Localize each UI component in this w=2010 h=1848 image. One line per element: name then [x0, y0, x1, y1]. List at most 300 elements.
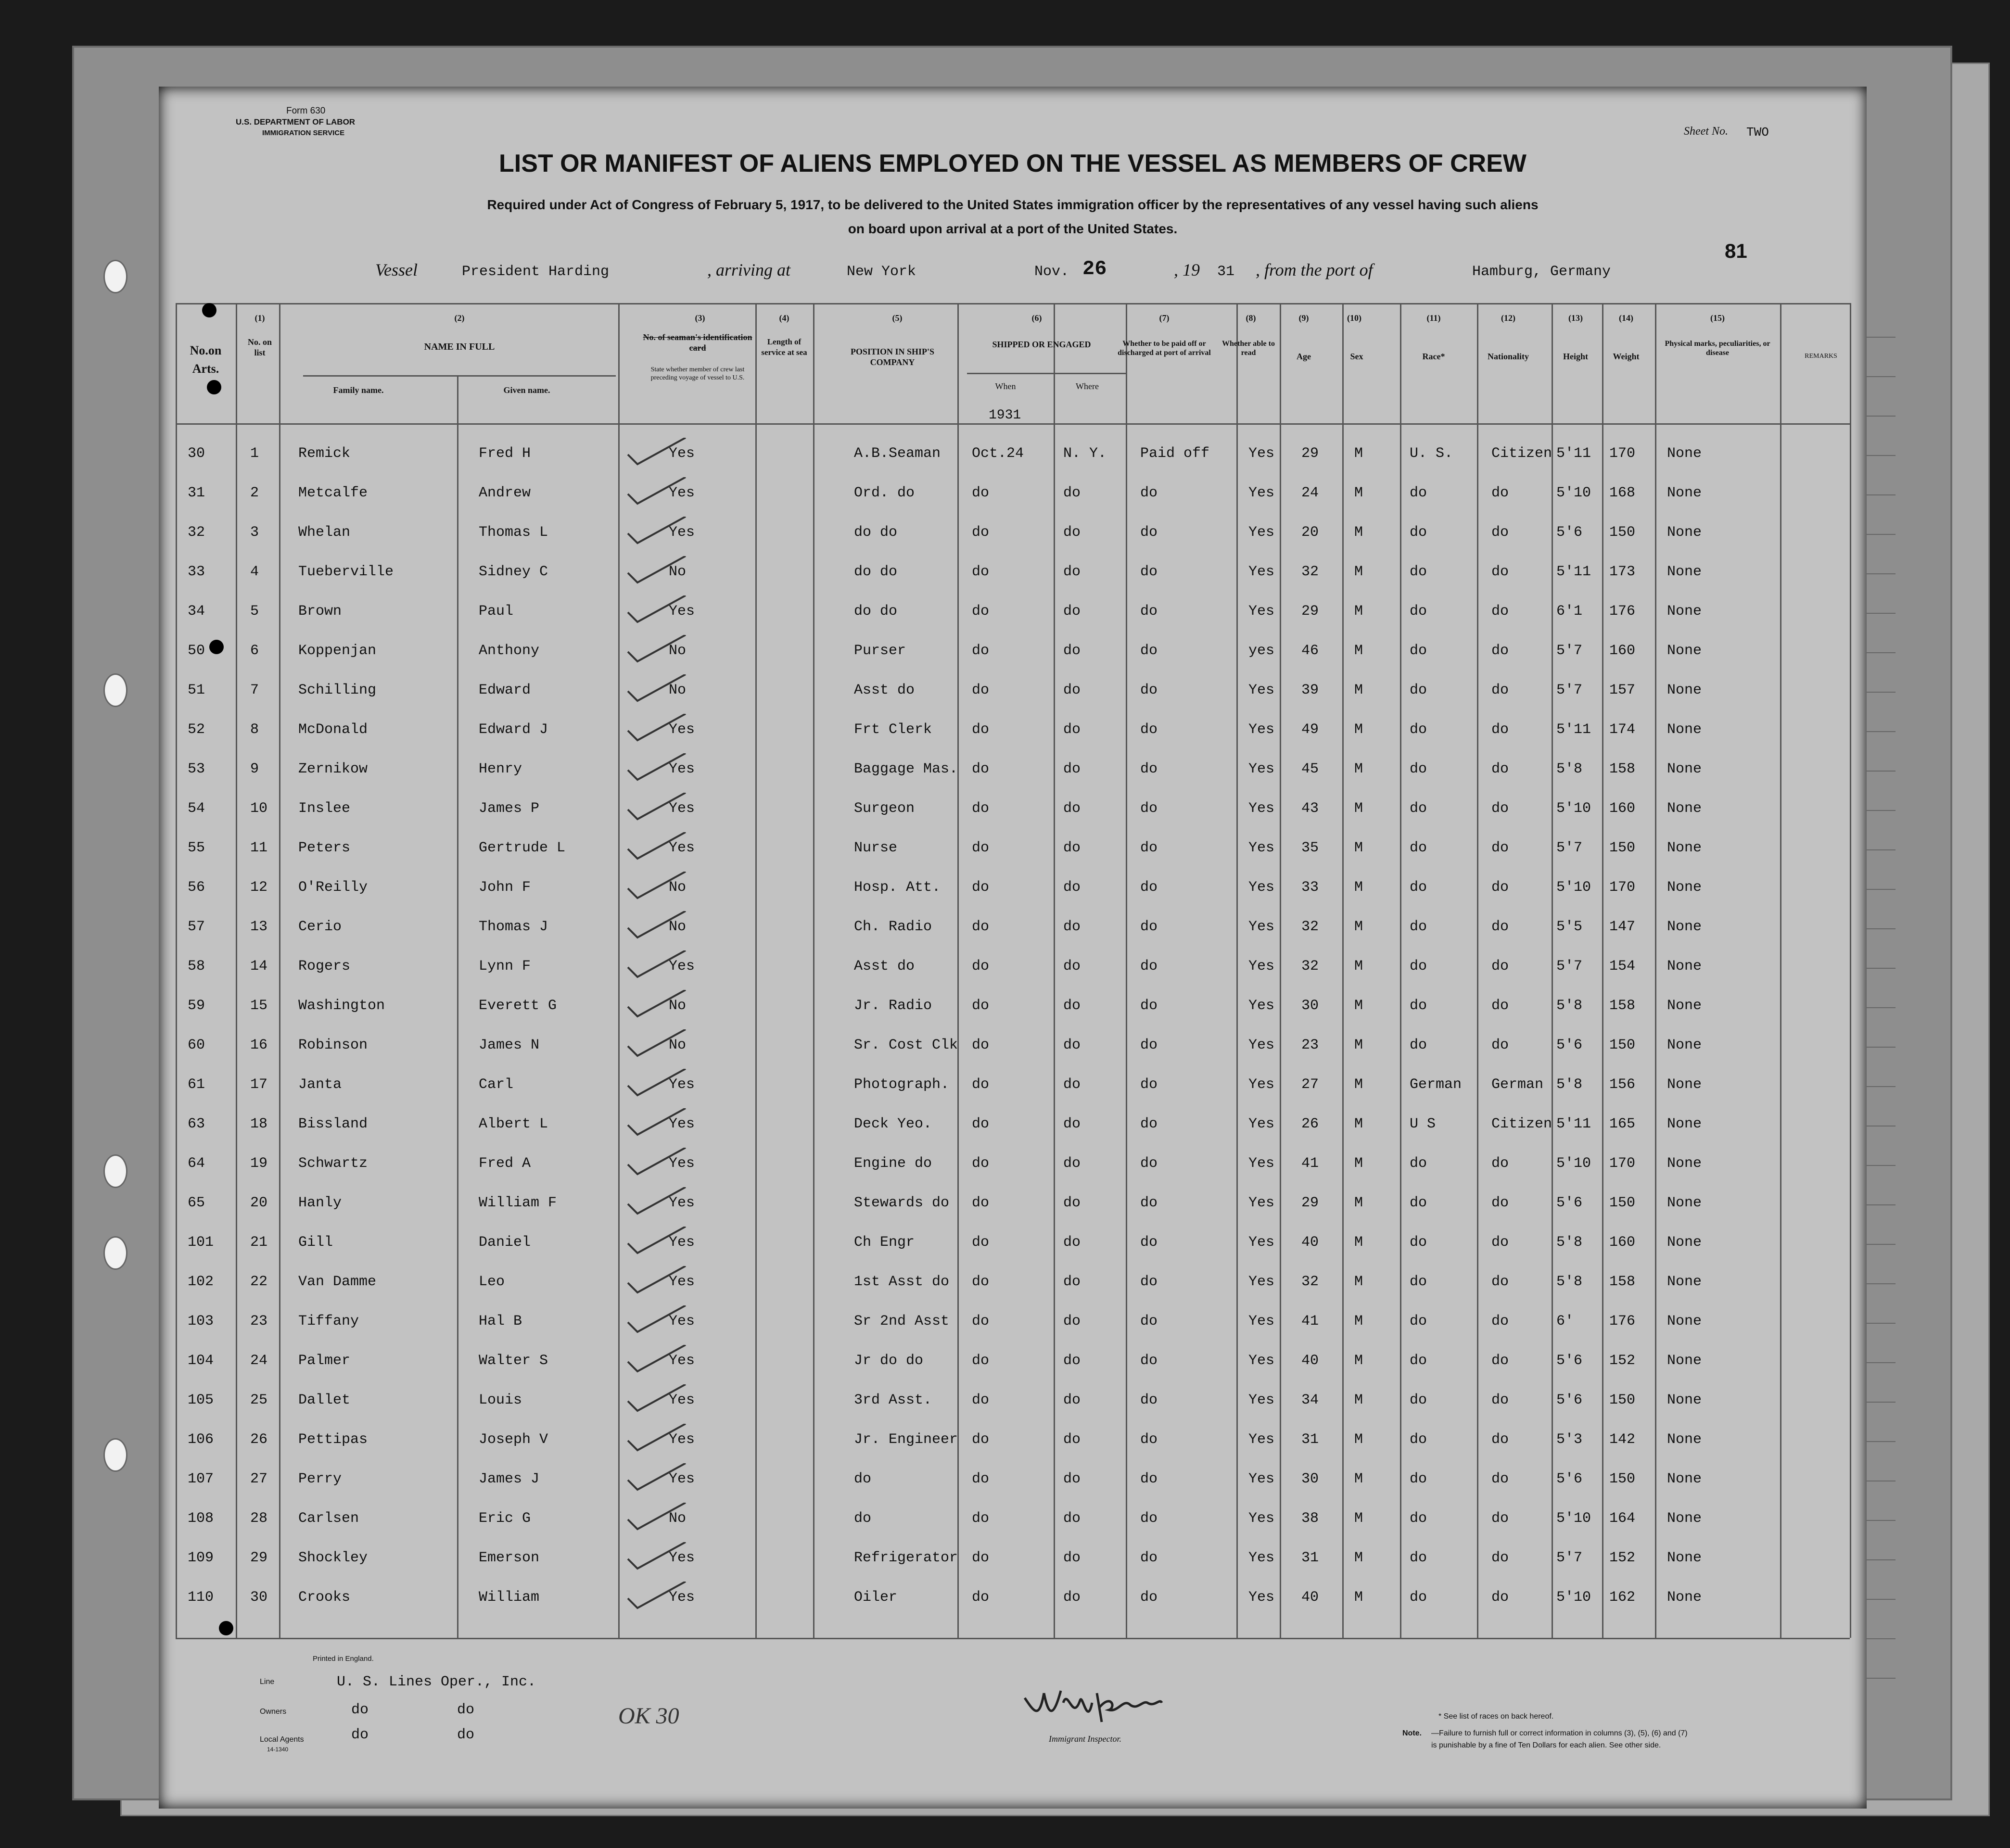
col5-num: (5) — [892, 313, 903, 323]
col3-header: State whether member of crew last preceding voyage of vessel to U.S. — [650, 366, 745, 381]
check-mark-icon — [625, 990, 688, 1019]
shipped-where-cell: do — [1063, 840, 1081, 856]
age-cell: 32 — [1301, 564, 1319, 580]
given-name-cell: Andrew — [479, 485, 531, 501]
crew-row — [159, 1429, 1867, 1468]
line-value: U. S. Lines Oper., Inc. — [337, 1674, 536, 1690]
nationality-cell: do — [1491, 1037, 1509, 1053]
previous-voyage-cell: Yes — [669, 1431, 695, 1448]
check-mark-icon — [625, 1542, 688, 1571]
able-to-read-cell: Yes — [1248, 1392, 1275, 1408]
paid-off-cell: do — [1140, 1471, 1158, 1487]
list-number-cell: 18 — [250, 1116, 268, 1132]
shipped-when-cell: do — [972, 1392, 990, 1408]
nationality-cell: do — [1491, 564, 1509, 580]
shipped-year-note: 1931 — [989, 408, 1021, 423]
paid-off-cell: do — [1140, 1037, 1158, 1053]
weight-cell: 170 — [1609, 1155, 1636, 1172]
weight-cell: 176 — [1609, 1313, 1636, 1329]
nationality-cell: do — [1491, 1510, 1509, 1527]
sex-cell: M — [1354, 1589, 1363, 1606]
weight-cell: 164 — [1609, 1510, 1636, 1527]
family-name-cell: Cerio — [298, 919, 342, 935]
race-cell: do — [1410, 1195, 1427, 1211]
shipped-when-cell: do — [972, 564, 990, 580]
handwritten-note: OK 30 — [618, 1703, 679, 1729]
race-cell: do — [1410, 721, 1427, 738]
race-cell: U. S. — [1410, 445, 1453, 462]
paid-off-cell: do — [1140, 919, 1158, 935]
sex-cell: M — [1354, 1155, 1363, 1172]
position-cell: do — [854, 1471, 872, 1487]
able-to-read-cell: Yes — [1248, 958, 1275, 975]
height-cell: 6'1 — [1556, 603, 1583, 620]
shipped-when-cell: do — [972, 1274, 990, 1290]
family-name-cell: McDonald — [298, 721, 368, 738]
crew-row — [159, 443, 1867, 482]
given-name-cell: John F — [479, 879, 531, 896]
age-cell: 34 — [1301, 1392, 1319, 1408]
previous-voyage-cell: Yes — [669, 800, 695, 817]
col7-num: (7) — [1159, 313, 1170, 323]
shipped-where-cell: do — [1063, 879, 1081, 896]
height-cell: 5'8 — [1556, 761, 1583, 777]
paid-off-cell: do — [1140, 1550, 1158, 1566]
family-name-cell: Tiffany — [298, 1313, 359, 1329]
position-cell: Ch. Radio — [854, 919, 932, 935]
where-header: Where — [1076, 381, 1099, 391]
arts-cell: 32 — [188, 524, 205, 541]
subtitle-line-1: Required under Act of Congress of February 5, 1917, to be delivered to the United States immigration officer by the representatives of any vessel having such aliens — [487, 197, 1539, 212]
shipped-when-cell: do — [972, 1313, 990, 1329]
weight-cell: 174 — [1609, 721, 1636, 738]
check-mark-icon — [625, 595, 688, 624]
race-cell: do — [1410, 1510, 1427, 1527]
nationality-cell: do — [1491, 1274, 1509, 1290]
binder-hole — [103, 673, 127, 707]
arts-cell: 104 — [188, 1353, 214, 1369]
check-mark-icon — [625, 872, 688, 900]
nationality-cell: do — [1491, 1195, 1509, 1211]
position-cell: Asst do — [854, 958, 915, 975]
given-name-cell: Everett G — [479, 998, 557, 1014]
position-cell: Ord. do — [854, 485, 915, 501]
given-name-cell: Thomas L — [479, 524, 548, 541]
position-cell: Jr do do — [854, 1353, 924, 1369]
check-mark-icon — [625, 1463, 688, 1492]
col12-header: Nationality — [1487, 352, 1529, 361]
age-cell: 35 — [1301, 840, 1319, 856]
nationality-cell: do — [1491, 1155, 1509, 1172]
nationality-cell: do — [1491, 879, 1509, 896]
arrival-port: New York — [847, 264, 916, 280]
check-mark-icon — [625, 1227, 688, 1255]
age-cell: 40 — [1301, 1353, 1319, 1369]
physical-marks-cell: None — [1667, 485, 1702, 501]
list-number-cell: 8 — [250, 721, 259, 738]
weight-cell: 150 — [1609, 1037, 1636, 1053]
given-name-cell: Carl — [479, 1076, 514, 1093]
age-cell: 30 — [1301, 1471, 1319, 1487]
nationality-cell: do — [1491, 919, 1509, 935]
age-cell: 32 — [1301, 919, 1319, 935]
arts-cell: 108 — [188, 1510, 214, 1527]
sex-cell: M — [1354, 1510, 1363, 1527]
sex-cell: M — [1354, 840, 1363, 856]
arts-cell: 102 — [188, 1274, 214, 1290]
position-cell: A.B.Seaman — [854, 445, 941, 462]
arts-cell: 58 — [188, 958, 205, 975]
shipped-when-cell: do — [972, 524, 990, 541]
family-name-cell: Janta — [298, 1076, 342, 1093]
weight-cell: 165 — [1609, 1116, 1636, 1132]
previous-voyage-cell: Yes — [669, 1076, 695, 1093]
position-cell: Sr 2nd Asst — [854, 1313, 950, 1329]
family-name-cell: Metcalfe — [298, 485, 368, 501]
shipped-where-cell: do — [1063, 1234, 1081, 1251]
given-name-cell: Fred A — [479, 1155, 531, 1172]
list-number-cell: 4 — [250, 564, 259, 580]
crew-row — [159, 600, 1867, 640]
age-cell: 46 — [1301, 643, 1319, 659]
check-mark-icon — [625, 911, 688, 940]
race-cell: do — [1410, 840, 1427, 856]
col8-header: Whether able to read — [1222, 340, 1275, 357]
crew-row — [159, 876, 1867, 916]
able-to-read-cell: Yes — [1248, 485, 1275, 501]
shipped-where-cell: do — [1063, 485, 1081, 501]
family-name-cell: Shockley — [298, 1550, 368, 1566]
age-cell: 27 — [1301, 1076, 1319, 1093]
check-mark-icon — [625, 753, 688, 782]
previous-voyage-cell: No — [669, 1037, 687, 1053]
previous-voyage-cell: Yes — [669, 840, 695, 856]
col9-num: (9) — [1298, 313, 1309, 323]
sex-cell: M — [1354, 1392, 1363, 1408]
weight-cell: 158 — [1609, 1274, 1636, 1290]
paid-off-cell: do — [1140, 1589, 1158, 1606]
sex-cell: M — [1354, 1116, 1363, 1132]
shipped-where-cell: do — [1063, 958, 1081, 975]
crew-row — [159, 1074, 1867, 1113]
age-cell: 30 — [1301, 998, 1319, 1014]
weight-cell: 150 — [1609, 1195, 1636, 1211]
nationality-cell: do — [1491, 1353, 1509, 1369]
departure-port: Hamburg, Germany — [1472, 264, 1611, 280]
sex-cell: M — [1354, 1076, 1363, 1093]
check-mark-icon — [625, 950, 688, 979]
sex-cell: M — [1354, 485, 1363, 501]
col11-num: (11) — [1426, 313, 1441, 323]
physical-marks-cell: None — [1667, 879, 1702, 896]
family-name-cell: Inslee — [298, 800, 351, 817]
race-cell: do — [1410, 800, 1427, 817]
nationality-cell: do — [1491, 1431, 1509, 1448]
shipped-when-cell: do — [972, 1076, 990, 1093]
sex-cell: M — [1354, 800, 1363, 817]
able-to-read-cell: Yes — [1248, 1510, 1275, 1527]
check-mark-icon — [625, 556, 688, 585]
sex-cell: M — [1354, 1234, 1363, 1251]
physical-marks-cell: None — [1667, 564, 1702, 580]
previous-voyage-cell: Yes — [669, 1155, 695, 1172]
position-cell: Baggage Mas. — [854, 761, 958, 777]
position-cell: Engine do — [854, 1155, 932, 1172]
paid-off-cell: do — [1140, 1116, 1158, 1132]
list-number-cell: 23 — [250, 1313, 268, 1329]
family-name-cell: Palmer — [298, 1353, 351, 1369]
position-cell: Stewards do — [854, 1195, 950, 1211]
arts-cell: 106 — [188, 1431, 214, 1448]
able-to-read-cell: Yes — [1248, 1471, 1275, 1487]
check-mark-icon — [625, 517, 688, 545]
arts-cell: 33 — [188, 564, 205, 580]
col1-header: No. on list — [248, 337, 272, 357]
given-name-cell: Leo — [479, 1274, 505, 1290]
height-cell: 5'11 — [1556, 1116, 1591, 1132]
given-name-cell: Eric G — [479, 1510, 531, 1527]
paid-off-cell: do — [1140, 1155, 1158, 1172]
paid-off-cell: do — [1140, 564, 1158, 580]
shipped-when-cell: do — [972, 998, 990, 1014]
family-name-cell: Schwartz — [298, 1155, 368, 1172]
family-name-cell: Koppenjan — [298, 643, 377, 659]
paid-off-cell: do — [1140, 485, 1158, 501]
col6-header: SHIPPED OR ENGAGED — [992, 340, 1091, 349]
race-cell: do — [1410, 643, 1427, 659]
weight-cell: 176 — [1609, 603, 1636, 620]
sex-cell: M — [1354, 564, 1363, 580]
race-cell: do — [1410, 485, 1427, 501]
crew-row — [159, 1310, 1867, 1350]
list-number-cell: 17 — [250, 1076, 268, 1093]
given-name-cell: Hal B — [479, 1313, 522, 1329]
sex-cell: M — [1354, 919, 1363, 935]
paid-off-cell: do — [1140, 761, 1158, 777]
list-number-cell: 15 — [250, 998, 268, 1014]
nationality-cell: do — [1491, 603, 1509, 620]
arrival-month: Nov. — [1034, 264, 1069, 280]
agents-value-2: do — [457, 1727, 475, 1743]
note-line-1: —Failure to furnish full or correct information in columns (3), (5), (6) and (7) — [1431, 1729, 1688, 1737]
previous-voyage-cell: Yes — [669, 1195, 695, 1211]
crew-row — [159, 1468, 1867, 1507]
previous-voyage-cell: Yes — [669, 761, 695, 777]
owners-value-2: do — [457, 1702, 475, 1718]
shipped-where-cell: do — [1063, 761, 1081, 777]
height-cell: 5'10 — [1556, 1589, 1591, 1606]
previous-voyage-cell: Yes — [669, 603, 695, 620]
arts-cell: 50 — [188, 643, 205, 659]
col2-num: (2) — [454, 313, 465, 323]
able-to-read-cell: Yes — [1248, 445, 1275, 462]
shipped-where-cell: do — [1063, 643, 1081, 659]
list-number-cell: 5 — [250, 603, 259, 620]
family-name-cell: Robinson — [298, 1037, 368, 1053]
physical-marks-cell: None — [1667, 1510, 1702, 1527]
previous-voyage-cell: Yes — [669, 485, 695, 501]
col8-num: (8) — [1246, 313, 1256, 323]
sheet-number-label: Sheet No. — [1684, 125, 1728, 138]
family-name-cell: Crooks — [298, 1589, 351, 1606]
check-mark-icon — [625, 793, 688, 822]
shipped-when-cell: do — [972, 643, 990, 659]
age-cell: 32 — [1301, 1274, 1319, 1290]
arts-cell: 103 — [188, 1313, 214, 1329]
height-cell: 5'10 — [1556, 1155, 1591, 1172]
col10-num: (10) — [1347, 313, 1361, 323]
weight-cell: 150 — [1609, 1392, 1636, 1408]
arts-cell: 64 — [188, 1155, 205, 1172]
race-cell: do — [1410, 1589, 1427, 1606]
position-cell: 3rd Asst. — [854, 1392, 932, 1408]
previous-voyage-cell: No — [669, 879, 687, 896]
crew-row — [159, 1231, 1867, 1271]
height-cell: 5'11 — [1556, 721, 1591, 738]
list-number-cell: 3 — [250, 524, 259, 541]
shipped-where-cell: do — [1063, 1116, 1081, 1132]
race-cell: do — [1410, 1313, 1427, 1329]
arts-cell: 55 — [188, 840, 205, 856]
sex-cell: M — [1354, 1274, 1363, 1290]
punch-dot — [202, 303, 216, 317]
shipped-where-cell: do — [1063, 1392, 1081, 1408]
arts-cell: 110 — [188, 1589, 214, 1606]
physical-marks-cell: None — [1667, 761, 1702, 777]
subtitle-line-2: on board upon arrival at a port of the United States. — [848, 221, 1178, 236]
able-to-read-cell: Yes — [1248, 1076, 1275, 1093]
binder-hole — [103, 1236, 127, 1270]
race-cell: do — [1410, 682, 1427, 698]
crew-row — [159, 995, 1867, 1034]
shipped-when-cell: do — [972, 761, 990, 777]
nationality-cell: do — [1491, 1313, 1509, 1329]
check-mark-icon — [625, 1187, 688, 1216]
col2-header: NAME IN FULL — [424, 342, 495, 352]
race-cell: do — [1410, 1234, 1427, 1251]
crew-row — [159, 837, 1867, 876]
arts-cell: 65 — [188, 1195, 205, 1211]
family-name-cell: Van Damme — [298, 1274, 377, 1290]
col3-num: (3) — [695, 313, 705, 323]
shipped-where-cell: do — [1063, 1037, 1081, 1053]
race-cell: do — [1410, 1353, 1427, 1369]
physical-marks-cell: None — [1667, 840, 1702, 856]
physical-marks-cell: None — [1667, 1155, 1702, 1172]
remarks-header: REMARKS — [1805, 353, 1837, 360]
col15-num: (15) — [1710, 313, 1725, 323]
weight-cell: 142 — [1609, 1431, 1636, 1448]
binder-hole — [103, 1438, 127, 1472]
shipped-where-cell: do — [1063, 1471, 1081, 1487]
family-name-cell: Rogers — [298, 958, 351, 975]
able-to-read-cell: Yes — [1248, 1313, 1275, 1329]
sex-cell: M — [1354, 958, 1363, 975]
crew-row — [159, 1350, 1867, 1389]
physical-marks-cell: None — [1667, 1550, 1702, 1566]
given-name-cell: Anthony — [479, 643, 540, 659]
shipped-where-cell: do — [1063, 1076, 1081, 1093]
paid-off-cell: do — [1140, 603, 1158, 620]
height-cell: 5'8 — [1556, 1076, 1583, 1093]
able-to-read-cell: Yes — [1248, 840, 1275, 856]
able-to-read-cell: Yes — [1248, 761, 1275, 777]
height-cell: 5'7 — [1556, 1550, 1583, 1566]
physical-marks-cell: None — [1667, 1392, 1702, 1408]
race-cell: do — [1410, 761, 1427, 777]
position-cell: Oiler — [854, 1589, 898, 1606]
crew-row — [159, 1547, 1867, 1586]
previous-voyage-cell: No — [669, 919, 687, 935]
nationality-cell: do — [1491, 1234, 1509, 1251]
shipped-when-cell: do — [972, 800, 990, 817]
weight-cell: 168 — [1609, 485, 1636, 501]
age-cell: 26 — [1301, 1116, 1319, 1132]
position-cell: 1st Asst do — [854, 1274, 950, 1290]
list-number-cell: 26 — [250, 1431, 268, 1448]
age-cell: 33 — [1301, 879, 1319, 896]
age-cell: 40 — [1301, 1589, 1319, 1606]
age-cell: 31 — [1301, 1550, 1319, 1566]
position-cell: do do — [854, 564, 898, 580]
age-cell: 38 — [1301, 1510, 1319, 1527]
arrival-year: 31 — [1217, 264, 1235, 280]
able-to-read-cell: Yes — [1248, 1353, 1275, 1369]
crew-row — [159, 758, 1867, 797]
position-cell: Jr. Engineer — [854, 1431, 958, 1448]
physical-marks-cell: None — [1667, 1195, 1702, 1211]
list-number-cell: 24 — [250, 1353, 268, 1369]
weight-cell: 170 — [1609, 445, 1636, 462]
check-mark-icon — [625, 1108, 688, 1137]
col4-header: Length of service at sea — [761, 337, 807, 357]
able-to-read-cell: Yes — [1248, 1155, 1275, 1172]
given-name-cell: William — [479, 1589, 540, 1606]
list-number-cell: 1 — [250, 445, 259, 462]
height-cell: 5'7 — [1556, 958, 1583, 975]
previous-voyage-cell: No — [669, 998, 687, 1014]
check-mark-icon — [625, 1069, 688, 1098]
paid-off-cell: do — [1140, 682, 1158, 698]
weight-cell: 173 — [1609, 564, 1636, 580]
weight-cell: 170 — [1609, 879, 1636, 896]
shipped-when-cell: do — [972, 1234, 990, 1251]
position-cell: Surgeon — [854, 800, 915, 817]
table-row-line — [176, 303, 1850, 304]
paid-off-cell: do — [1140, 1195, 1158, 1211]
list-number-cell: 10 — [250, 800, 268, 817]
able-to-read-cell: Yes — [1248, 879, 1275, 896]
position-cell: Frt Clerk — [854, 721, 932, 738]
shipped-when-cell: do — [972, 1195, 990, 1211]
height-cell: 5'6 — [1556, 1392, 1583, 1408]
given-name-cell: Emerson — [479, 1550, 540, 1566]
check-mark-icon — [625, 1148, 688, 1177]
physical-marks-cell: None — [1667, 1313, 1702, 1329]
paid-off-cell: do — [1140, 1392, 1158, 1408]
family-name-cell: Brown — [298, 603, 342, 620]
family-name-cell: Washington — [298, 998, 385, 1014]
crew-row — [159, 1113, 1867, 1152]
family-name-cell: Dallet — [298, 1392, 351, 1408]
list-number-cell: 20 — [250, 1195, 268, 1211]
shipped-when-cell: do — [972, 1155, 990, 1172]
arts-cell: 59 — [188, 998, 205, 1014]
age-cell: 43 — [1301, 800, 1319, 817]
shipped-when-cell: do — [972, 958, 990, 975]
list-number-cell: 29 — [250, 1550, 268, 1566]
list-number-cell: 12 — [250, 879, 268, 896]
